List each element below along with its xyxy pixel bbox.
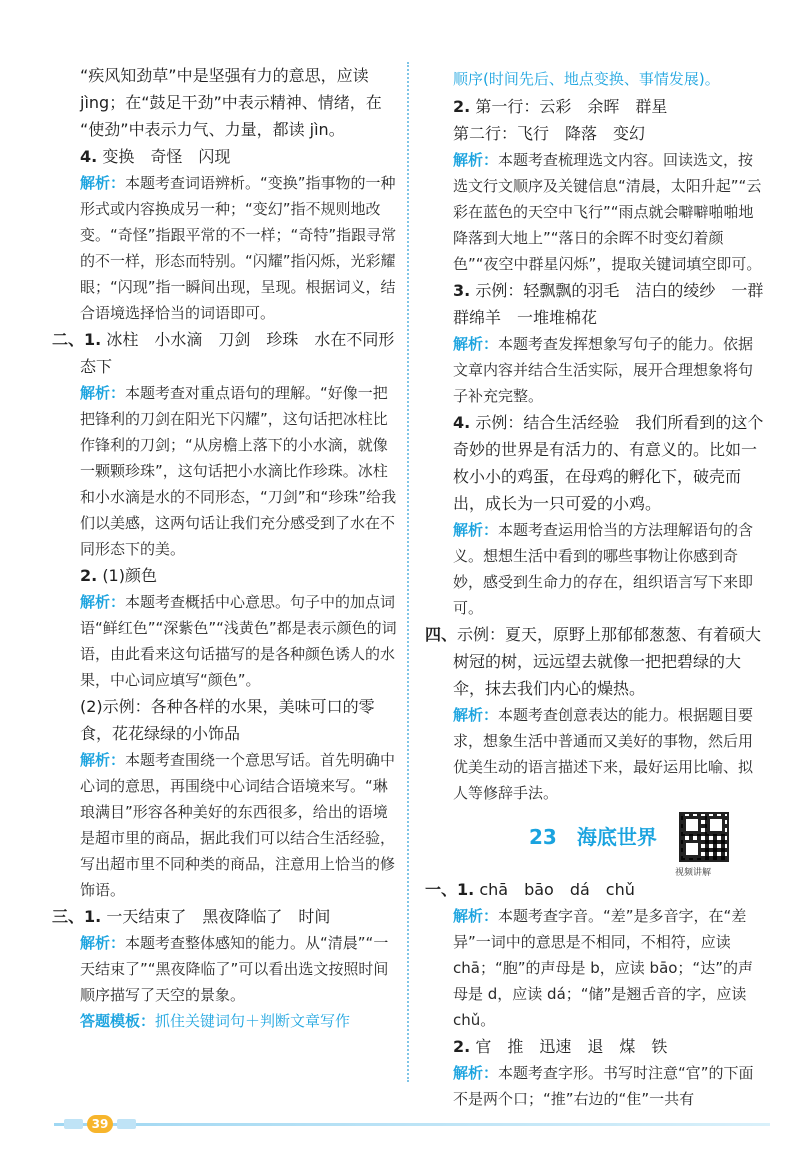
template-text: 顺序(时间先后、地点变换、事情发展)。 [453,70,720,88]
explanation-label: 解析： [453,521,499,539]
answer-text: jìng；在“鼓足干劲”中表示精神、情绪，在 [80,93,382,112]
explanation [425,702,765,806]
question-answer [425,876,765,903]
explanation [52,380,397,562]
lesson-title: 23 海底世界 [529,825,657,849]
badge-decoration [64,1119,83,1129]
explanation-text: 本题考查字音。“差”是多音字，在“差异”一词中的意思是不相同，不相符，应读 chā；“胞”的声母是 b，应读 bāo；“达”的声母是 d，应读 dá；“储”是翘舌音的字，应读 chǔ。 [453,907,753,1029]
qr-corner [707,816,725,834]
explanation-text: 本题考查对重点语句的理解。“好像一把把锋利的刀剑在阳光下闪耀”，这句话把冰柱比作锋利的刀剑；“从房檐上落下的小水滴，就像一颗颗珍珠”，这句话把小水滴比作珍珠。冰柱和小水滴是水的不同形态，“刀剑”和“珍珠”给我们以美感，这两句话让我们充分感受到了水在不同形态下的美。 [80,384,397,558]
question-answer [425,621,765,702]
answer-text: “使劲”中表示力气、力量，都读 jìn。 [80,120,345,139]
qr-code-icon[interactable] [679,812,729,862]
answer-text: “疾风知劲草”中是坚强有力的意思，应读 [80,66,369,85]
explanation-label: 解析： [80,751,126,769]
question-number: 2. [80,566,98,585]
explanation-label: 解析： [453,706,499,724]
answer-template [52,1008,397,1034]
explanation-label: 解析： [453,1064,499,1082]
question-answer [425,1033,765,1060]
answer-text: 示例：夏天，原野上那郁郁葱葱、有着硕大树冠的树，远远望去就像一把把碧绿的大伞，抹去我们内心的燥热。 [453,625,762,698]
footer-rule [54,1123,770,1126]
answer-text: 第一行：云彩 余晖 群星 [475,97,668,116]
qr-corner [683,840,701,858]
explanation [425,147,765,277]
answer-text: (1)颜色 [102,566,157,585]
column-divider [407,62,409,1082]
explanation-text: 本题考查概括中心意思。句子中的加点词语“鲜红色”“深紫色”“浅黄色”都是表示颜色的词语，由此看来这句话描写的是各种颜色诱人的水果，中心词应填写“颜色”。 [80,593,397,689]
answer-text: 官 推 迅速 退 煤 铁 [475,1037,668,1056]
question-number: 4. [80,147,98,166]
section-mark: 二、 [52,330,85,349]
right-column [425,66,765,1112]
explanation-label: 解析： [453,151,499,169]
explanation-text: 本题考查围绕一个意思写话。首先明确中心词的意思，再围绕中心词结合语境来写。“琳琅满目”形容各种美好的东西很多，给出的语境是超市里的商品，据此我们可以结合生活经验，写出超市里不同种类的商品，注意用上恰当的修饰语。 [80,751,396,899]
question-answer [52,562,397,589]
explanation-text: 本题考查发挥想象写句子的能力。依据文章内容并结合生活实际，展开合理想象将句子补充完整。 [453,335,754,405]
answer-text: 示例：结合生活经验 我们所看到的这个奇妙的世界是有活力的、有意义的。比如一枚小小的鸡蛋，在母鸡的孵化下，破壳而出，成长为一只可爱的小鸡。 [453,413,764,513]
template-label: 答题模板： [80,1012,156,1030]
question-answer [425,409,765,517]
question-number: 1. [84,330,102,349]
explanation [425,517,765,621]
question-number: 4. [453,413,471,432]
answer-text: 变换 奇怪 闪现 [102,147,231,166]
explanation [52,170,397,326]
question-number: 3. [453,281,471,300]
question-number: 1. [457,880,475,899]
explanation-text: 本题考查梳理选文内容。回读选文，按选文行文顺序及关键信息“清晨，太阳升起”“云彩在蓝色的天空中飞行”“雨点就会噼噼啪啪地降落到大地上”“落日的余晖不时变幻着颜色”“夜空中群星闪烁”，提取关键词填空即可。 [453,151,762,273]
answer-text: 一天结束了 黑夜降临了 时间 [106,907,331,926]
answer-text: 示例：轻飘飘的羽毛 洁白的绫纱 一群群绵羊 一堆堆棉花 [453,281,764,327]
qr-corner [683,816,701,834]
page-number: 39 [87,1115,112,1133]
question-answer [425,277,765,331]
explanation-label: 解析： [80,934,126,952]
question-answer [52,143,397,170]
explanation [425,903,765,1033]
explanation [52,930,397,1008]
explanation-text: 本题考查运用恰当的方法理解语句的含义。想想生活中看到的哪些事物让你感到奇妙，感受到生命力的存在，组织语言写下来即可。 [453,521,754,617]
answer-text: chā bāo dá chǔ [479,880,635,899]
section-mark: 一、 [425,880,458,899]
question-number: 2. [453,97,471,116]
question-number: 2. [453,1037,471,1056]
explanation-text: 本题考查整体感知的能力。从“清晨”“一天结束了”“黑夜降临了”可以看出选文按照时间顺序描写了天空的景象。 [80,934,389,1004]
explanation [52,589,397,693]
explanation-text: 本题考查创意表达的能力。根据题目要求，想象生活中普通而又美好的事物，然后用优美生动的语言描述下来，最好运用比喻、拟人等修辞手法。 [453,706,754,802]
answer-text: 冰柱 小水滴 刀剑 珍珠 水在不同形态下 [80,330,395,376]
section-mark: 三、 [52,907,85,926]
explanation-label: 解析： [80,174,126,192]
section-mark: 四、 [425,625,458,644]
explanation-text: 本题考查字形。书写时注意“官”的下面不是两个口；“推”右边的“隹”一共有 [453,1064,754,1108]
explanation-text: 本题考查词语辨析。“变换”指事物的一种形式或内容换成另一种；“变幻”指不规则地改变。“奇怪”指跟平常的不一样；“奇特”指跟寻常的不一样，形态而特别。“闪耀”指闪烁，光彩耀眼；“闪现”指一瞬间出现，呈现。根据词义，结合语境选择恰当的词语即可。 [80,174,397,322]
answer-text: 第二行：飞行 降落 变幻 [453,124,646,143]
explanation [52,747,397,903]
explanation [425,331,765,409]
badge-decoration [117,1119,136,1129]
left-column [52,62,397,1034]
explanation-label: 解析： [80,384,126,402]
explanation-label: 解析： [453,335,499,353]
question-answer [52,903,397,930]
qr-caption: 视频讲解 [675,868,712,878]
lesson-header [425,812,765,878]
page-badge [60,1113,140,1135]
answer-text: (2)示例：各种各样的水果，美味可口的零食，花花绿绿的小饰品 [80,697,375,743]
explanation [425,1060,765,1112]
question-number: 1. [84,907,102,926]
question-answer [52,326,397,380]
template-text: 抓住关键词句＋判断文章写作 [155,1012,351,1030]
explanation-label: 解析： [453,907,499,925]
explanation-label: 解析： [80,593,126,611]
question-answer [425,93,765,120]
